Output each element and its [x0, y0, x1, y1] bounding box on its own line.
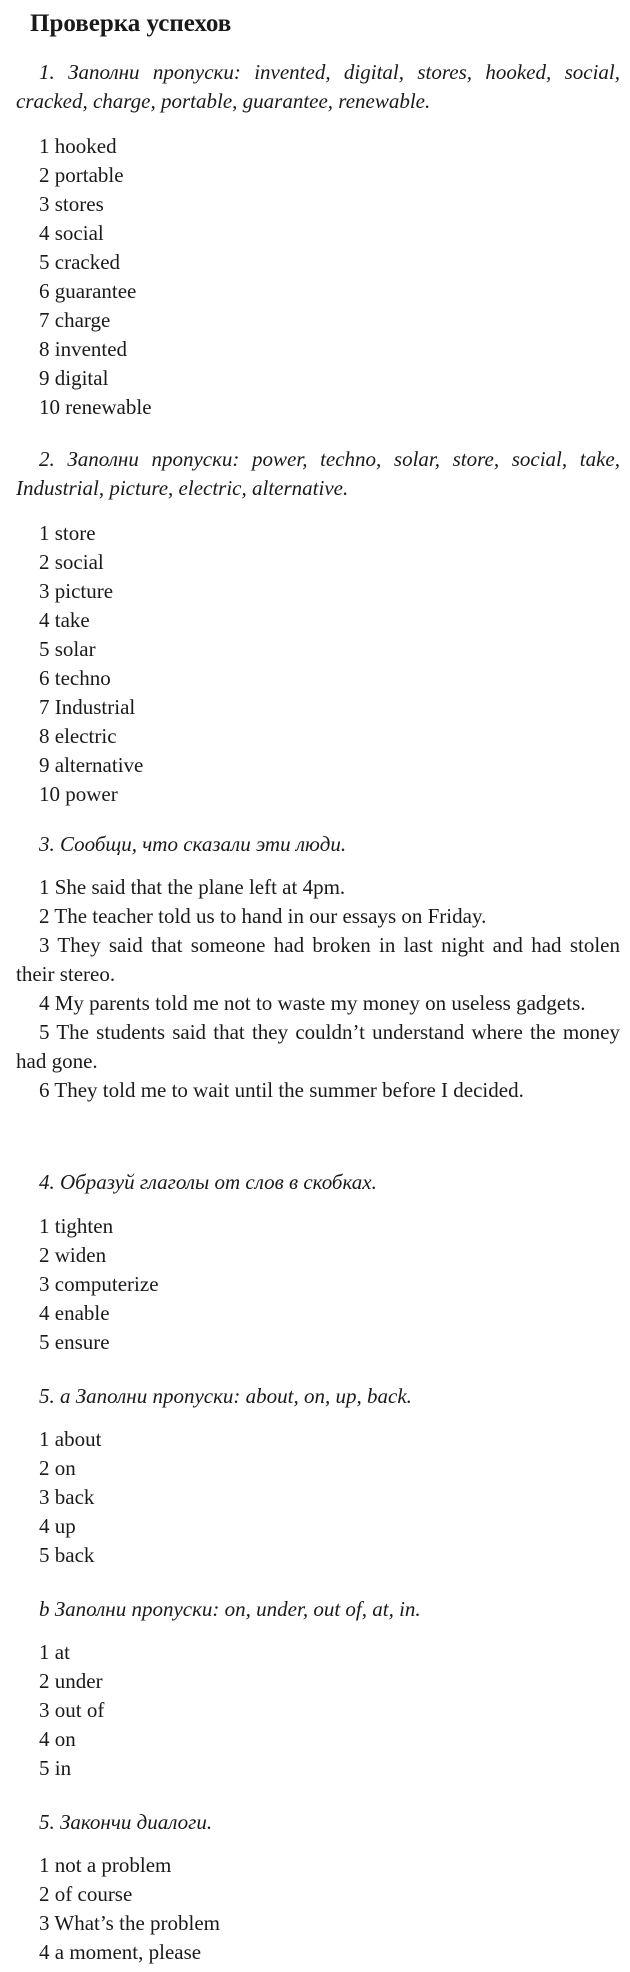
list-item: 10 renewable [39, 395, 152, 419]
list-item: 6 guarantee [39, 279, 137, 303]
list-item: 1 hooked [39, 134, 117, 158]
list-item: 1 about [39, 1427, 102, 1451]
list-item: 1 She said that the plane left at 4pm. [39, 875, 346, 899]
list-item: 7 charge [39, 308, 111, 332]
list-item: 4 on [39, 1727, 76, 1751]
section-1-instruction: 1. Заполни пропуски: invented, digital, stores, hooked, social, cracked, charge, portable, guarantee, renewable. [16, 60, 620, 113]
list-item: 2 The teacher told us to hand in our essays on Friday. [39, 904, 487, 928]
list-item: 3 What’s the problem [39, 1911, 220, 1935]
list-item: 2 social [39, 550, 104, 574]
list-item: 5 cracked [39, 250, 121, 274]
section-6-answers [16, 1851, 620, 1967]
section-1-answers [16, 132, 620, 422]
list-item: 1 at [39, 1640, 70, 1664]
list-item: 6 They told me to wait until the summer before I decided. [39, 1078, 524, 1102]
list-item: 4 enable [39, 1301, 110, 1325]
list-item: 3 They said that someone had broken in last night and had stolen their stereo. [16, 933, 620, 986]
section-4-instruction: 4. Образуй глаголы от слов в скобках. [39, 1170, 377, 1194]
list-item: 2 portable [39, 163, 124, 187]
section-6-instruction: 5. Закончи диалоги. [39, 1810, 213, 1834]
list-item: 2 of course [39, 1882, 133, 1906]
list-item: 4 up [39, 1514, 76, 1538]
list-item: 3 computerize [39, 1272, 159, 1296]
list-item: 3 picture [39, 579, 114, 603]
section-3-instruction: 3. Сообщи, что сказали эти люди. [39, 832, 347, 856]
list-item: 3 stores [39, 192, 104, 216]
list-item: 4 take [39, 608, 90, 632]
list-item: 9 alternative [39, 753, 144, 777]
section-5a-answers [16, 1425, 620, 1570]
list-item: 10 power [39, 782, 118, 806]
section-5a-instruction: 5. а Заполни пропуски: about, on, up, back. [39, 1384, 412, 1408]
list-item: 3 back [39, 1485, 95, 1509]
section-4-answers [16, 1212, 620, 1357]
list-item: 5 ensure [39, 1330, 110, 1354]
list-item: 3 out of [39, 1698, 105, 1722]
list-item: 4 My parents told me not to waste my money on useless gadgets. [39, 991, 586, 1015]
list-item: 1 store [39, 521, 96, 545]
list-item: 5 back [39, 1543, 95, 1567]
list-item: 5 in [39, 1756, 72, 1780]
section-3-answers [16, 873, 620, 1105]
page-title: Проверка успехов [30, 10, 232, 37]
list-item: 2 under [39, 1669, 103, 1693]
section-2-instruction: 2. Заполни пропуски: power, techno, solar, store, social, take, Industrial, picture, electric, alternative. [16, 447, 620, 500]
list-item: 9 digital [39, 366, 109, 390]
list-item: 4 social [39, 221, 104, 245]
section-2-answers [16, 519, 620, 809]
section-5b-instruction: b Заполни пропуски: on, under, out of, at, in. [39, 1597, 421, 1621]
list-item: 2 widen [39, 1243, 107, 1267]
list-item: 4 a moment, please [39, 1940, 202, 1964]
section-5b-answers [16, 1638, 620, 1783]
list-item: 2 on [39, 1456, 76, 1480]
list-item: 5 The students said that they couldn’t understand where the money had gone. [16, 1020, 620, 1073]
list-item: 5 solar [39, 637, 96, 661]
list-item: 8 electric [39, 724, 117, 748]
list-item: 6 techno [39, 666, 111, 690]
list-item: 1 not a problem [39, 1853, 172, 1877]
list-item: 8 invented [39, 337, 128, 361]
list-item: 1 tighten [39, 1214, 114, 1238]
list-item: 7 Industrial [39, 695, 136, 719]
